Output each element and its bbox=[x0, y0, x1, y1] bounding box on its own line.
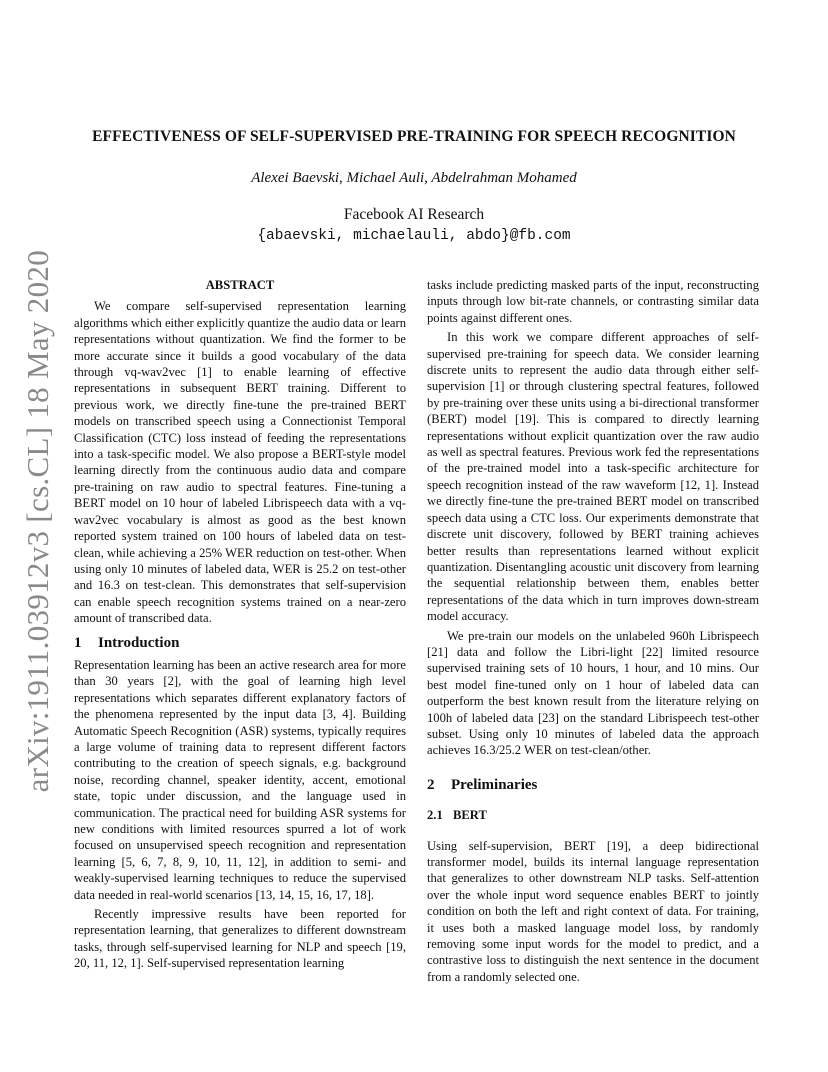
subsection-bert-heading bbox=[427, 807, 759, 823]
right-column bbox=[427, 277, 759, 985]
subsection-number: 2.1 bbox=[427, 808, 443, 823]
intro-paragraph-4: We pre-train our models on the unlabeled 960h Librispeech [21] data and follow the Libri-light [22] limited resource supervised training sets of 10 hours, 1 hour, and 10 mins. Our best model fine-tuned only on 1 hour of labeled data can outperform the best known result from the literature relying on 100h of labeled data [23] on the standard Librispeech test-other subset. Using only 10 minutes of labeled data the approach achieves 16.3/25.2 WER on test-clean/other. bbox=[427, 628, 759, 758]
abstract-heading: ABSTRACT bbox=[205, 278, 275, 292]
email-address: {abaevski, michaelauli, abdo}@fb.com bbox=[257, 228, 571, 244]
section-title: Introduction bbox=[98, 634, 180, 651]
paper-authors: Alexei Baevski, Michael Auli, Abdelrahman Mohamed bbox=[251, 170, 577, 186]
section-number: 1 bbox=[74, 634, 82, 651]
paper-title: EFFECTIVENESS OF SELF-SUPERVISED PRE-TRAINING FOR SPEECH RECOGNITION bbox=[92, 128, 736, 145]
intro-paragraph-2: Recently impressive results have been reported for representation learning, that generalizes to different downstream tasks, through self-supervised learning for NLP and speech [19, 20, 11, 12, 1]. Self-supervised representation learning bbox=[74, 907, 406, 971]
section-number: 2 bbox=[427, 776, 435, 793]
section-preliminaries-heading bbox=[427, 777, 759, 793]
section-introduction-heading bbox=[74, 635, 406, 651]
arxiv-id: arXiv:1911.03912v3 [cs.CL] 18 May 2020 bbox=[20, 249, 55, 793]
intro-paragraph-3: In this work we compare different approaches of self-supervised pre-training for speech data. We consider learning discrete units to represent the audio data through either self-supervision [1] or through clustering spectral features, followed by pre-training over these units using a bi-directional transformer (BERT) model [19]. This is compared to directly learning representations without explicit quantization over the raw audio as well as spectral features. Previous work fed the representations of the pre-trained model into a task-specific architecture for speech recognition instead of the raw waveform [12, 1]. Instead we directly fine-tune the pre-trained BERT model on transcribed speech data using a CTC loss. Our experiments demonstrate that discrete unit discovery, followed by BERT training achieves better results than representations learned without explicit quantization. Disentangling acoustic unit discovery from learning the sequential relationship between them, enables better representations of the data which in turn improves down-stream model accuracy. bbox=[427, 330, 759, 624]
abstract-text: We compare self-supervised representation learning algorithms which either explicitly quantize the audio data or learn representations without quantization. We find the former to be more accurate since it builds a good vocabulary of the data through vq-wav2vec [1] to enable learning of effective representations in subsequent BERT training. Different to previous work, we directly fine-tune the pre-trained BERT models on transcribed speech using a Connectionist Temporal Classification (CTC) loss instead of feeding the representations into a task-specific model. We also propose a BERT-style model learning directly from the continuous audio data and compare pre-training on raw audio to spectral features. Fine-tuning a BERT model on 10 hour of labeled Librispeech data with a vq-wav2vec vocabulary is almost as good as the best known reported system trained on 100 hours of labeled data on test-clean, while achieving a 25% WER reduction on test-other. When using only 10 minutes of labeled data, WER is 25.2 on test-other and 16.3 on test-clean. This demonstrates that self-supervision can enable speech recognition systems trained on a near-zero amount of transcribed data. bbox=[74, 299, 406, 626]
intro-paragraph-1: Representation learning has been an active research area for more than 30 years [2], with the goal of learning high level representations which separates different explanatory factors of the phenomena represented by the input data [3, 4]. Building Automatic Speech Recognition (ASR) systems, typically requires a large volume of training data to represent different factors contributing to the creation of speech signals, e.g. background noise, recording channel, speaker identity, accent, emotional state, topic under discussion, and the language used in communication. The practical need for building ASR systems for new conditions with limited resources spurred a lot of work focused on unsupervised speech recognition and representation learning [5, 6, 7, 8, 9, 10, 11, 12], in addition to semi- and weakly-supervised learning techniques to reduce the supervised data needed in real-world scenarios [13, 14, 15, 16, 17, 18]. bbox=[74, 657, 406, 902]
email-line bbox=[60, 226, 768, 244]
subsection-title: BERT bbox=[453, 808, 487, 823]
bert-paragraph: Using self-supervision, BERT [19], a deep bidirectional transformer model, builds its internal language representation that generalizes to other downstream NLP tasks. Self-attention over the whole input word sequence enables BERT to jointly condition on both the left and right context of data. For training, it uses both a masked language model loss, by randomly removing some input words for the model to predict, and a contrastive loss to distinguish the next sentence in the document from a randomly selected one. bbox=[427, 838, 759, 984]
intro-paragraph-2-continued: tasks include predicting masked parts of the input, reconstructing inputs through low bit-rate channels, or contrasting similar data points against different ones. bbox=[427, 278, 759, 325]
section-title: Preliminaries bbox=[451, 776, 538, 793]
arxiv-sidebar-stamp bbox=[20, 249, 56, 793]
affiliation: Facebook AI Research bbox=[343, 206, 485, 223]
left-column bbox=[74, 277, 406, 972]
